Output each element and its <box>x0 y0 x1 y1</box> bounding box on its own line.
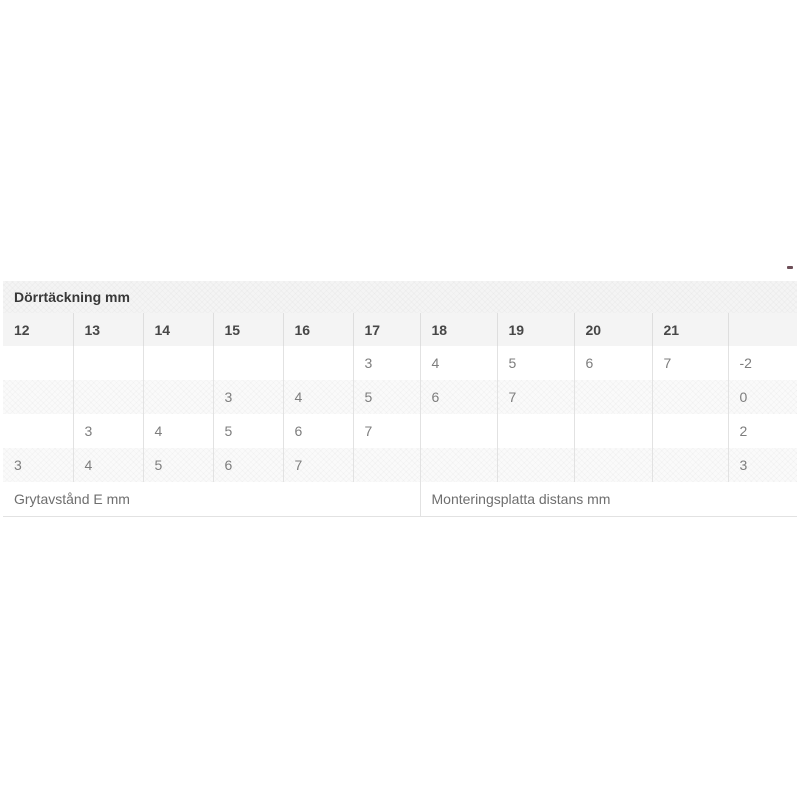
table-cell: 0 <box>728 380 797 414</box>
table-cell <box>574 380 652 414</box>
column-header-row <box>3 313 797 346</box>
table-cell: 7 <box>497 380 574 414</box>
column-header-empty <box>728 313 797 346</box>
footer-right-label: Monteringsplatta distans mm <box>420 482 797 517</box>
column-header-14: 14 <box>143 313 213 346</box>
table-cell: 3 <box>213 380 283 414</box>
table-cell: 3 <box>3 448 73 482</box>
table-cell <box>283 346 353 380</box>
table-cell <box>143 346 213 380</box>
table-cell: 7 <box>283 448 353 482</box>
table-cell <box>652 448 728 482</box>
column-header-19: 19 <box>497 313 574 346</box>
table-cell: 4 <box>283 380 353 414</box>
table-row <box>3 414 797 448</box>
column-header-15: 15 <box>213 313 283 346</box>
table-cell <box>420 448 497 482</box>
table-cell <box>652 414 728 448</box>
table-cell: 4 <box>143 414 213 448</box>
section-title: Dörrtäckning mm <box>3 281 797 313</box>
table-cell: 6 <box>574 346 652 380</box>
table-cell: 4 <box>73 448 143 482</box>
table-cell <box>3 346 73 380</box>
column-header-12: 12 <box>3 313 73 346</box>
table-cell: 5 <box>213 414 283 448</box>
table-cell: 3 <box>353 346 420 380</box>
table-cell <box>497 414 574 448</box>
table-cell <box>3 380 73 414</box>
spec-table <box>3 281 797 517</box>
table-cell: 5 <box>353 380 420 414</box>
table-row <box>3 346 797 380</box>
footer-left-label: Grytavstånd E mm <box>3 482 420 517</box>
table-cell <box>497 448 574 482</box>
table-cell <box>353 448 420 482</box>
table-row <box>3 448 797 482</box>
table-cell <box>3 414 73 448</box>
column-header-20: 20 <box>574 313 652 346</box>
table-cell <box>73 346 143 380</box>
table-cell: 2 <box>728 414 797 448</box>
table-cell: 7 <box>652 346 728 380</box>
table-cell: 6 <box>213 448 283 482</box>
footer-row <box>3 482 797 517</box>
table-cell <box>652 380 728 414</box>
table-cell: 3 <box>73 414 143 448</box>
table-cell <box>420 414 497 448</box>
column-header-21: 21 <box>652 313 728 346</box>
table-cell: 5 <box>143 448 213 482</box>
table-cell <box>213 346 283 380</box>
table-cell: 7 <box>353 414 420 448</box>
table-cell <box>574 414 652 448</box>
column-header-13: 13 <box>73 313 143 346</box>
column-header-18: 18 <box>420 313 497 346</box>
column-header-16: 16 <box>283 313 353 346</box>
table-cell: 6 <box>420 380 497 414</box>
table-row <box>3 380 797 414</box>
artifact-dot <box>787 266 793 269</box>
table-cell: 3 <box>728 448 797 482</box>
table-cell <box>73 380 143 414</box>
table-cell: -2 <box>728 346 797 380</box>
section-header-row <box>3 281 797 313</box>
column-header-17: 17 <box>353 313 420 346</box>
table-cell: 5 <box>497 346 574 380</box>
table-cell <box>574 448 652 482</box>
table-cell <box>143 380 213 414</box>
table-cell: 4 <box>420 346 497 380</box>
table-cell: 6 <box>283 414 353 448</box>
